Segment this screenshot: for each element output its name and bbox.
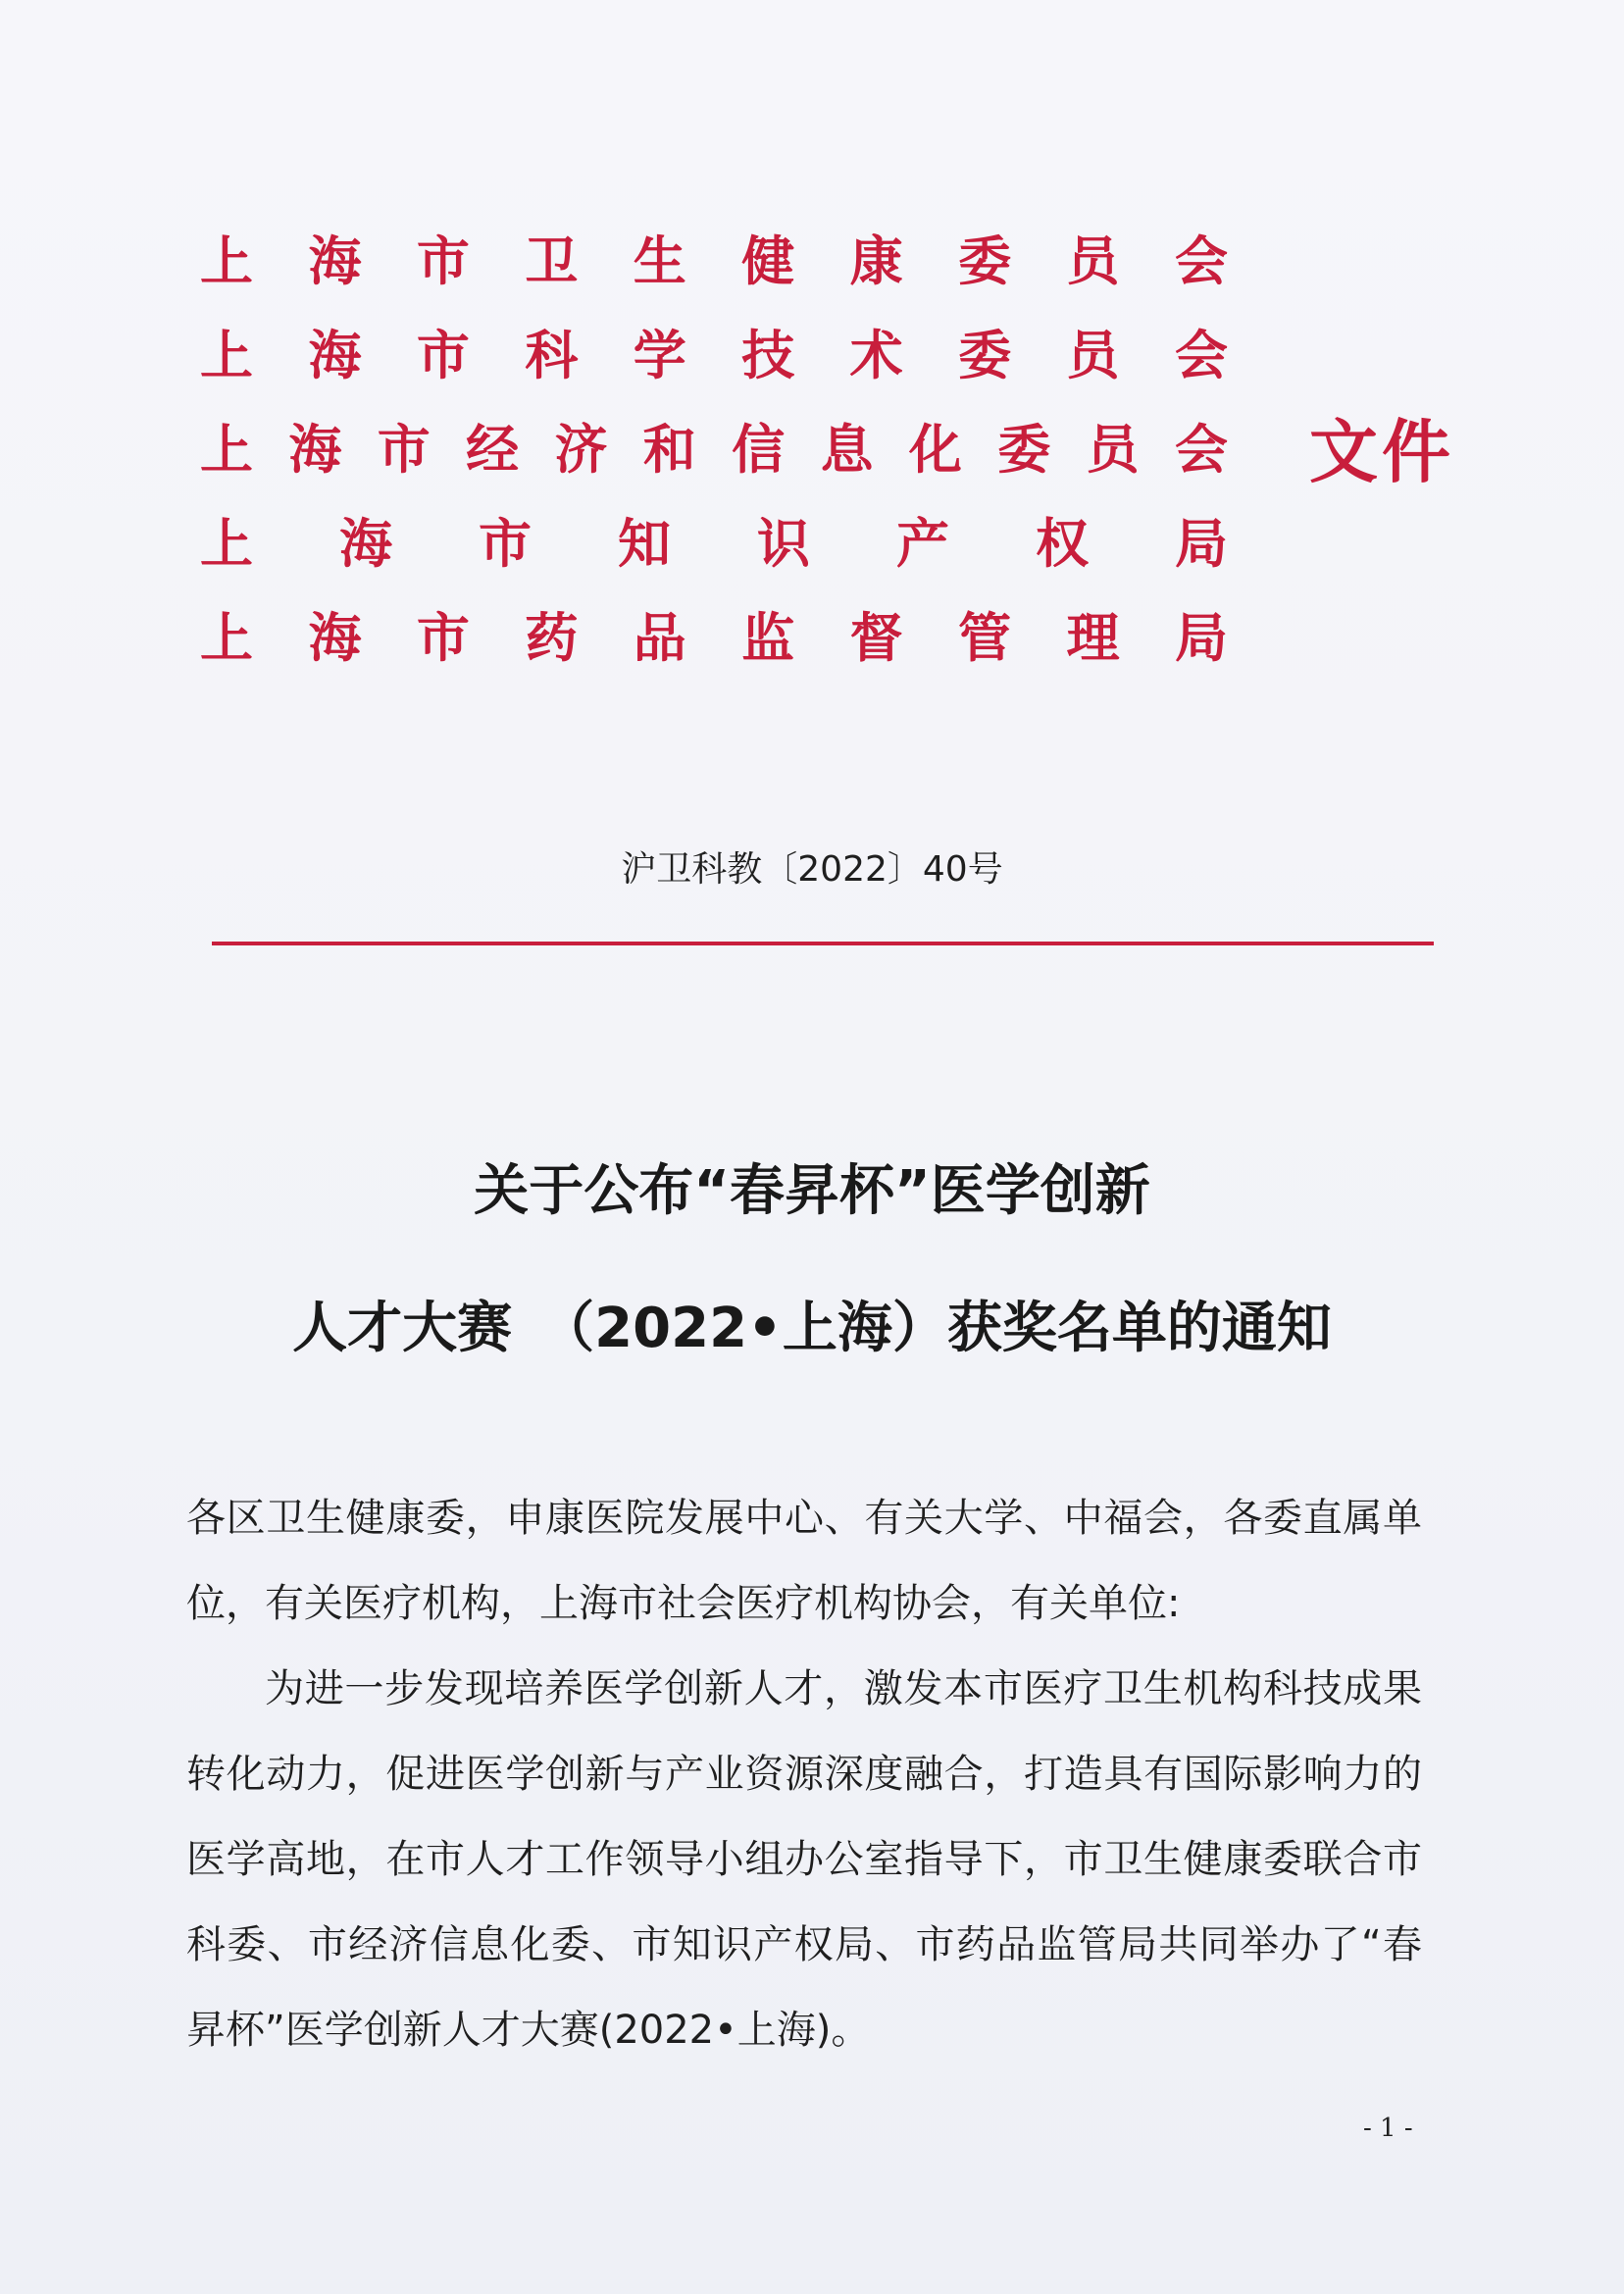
salutation: 各区卫生健康委，申康医院发展中心、有关大学、中福会，各委直属单位，有关医疗机构，上海市社会医疗机构协会，有关单位:	[186, 1496, 1422, 1626]
issuer-char: 海	[339, 512, 392, 575]
notice-title-line-1: 关于公布“春昇杯”医学创新	[474, 1159, 1150, 1223]
issuer-row	[199, 402, 1229, 496]
issuer-char: 上	[200, 512, 253, 575]
issuer-row	[199, 308, 1229, 402]
file-label: 文件	[1309, 412, 1454, 492]
issuer-char: 海	[308, 229, 362, 292]
issuer-char: 委	[958, 229, 1012, 292]
issuer-char: 药	[525, 606, 579, 669]
issuer-char: 上	[200, 606, 253, 669]
issuer-char: 健	[741, 229, 795, 292]
issuer-char: 上	[200, 324, 253, 386]
issuer-char: 和	[642, 418, 696, 481]
issuer-char: 会	[1174, 418, 1228, 481]
issuer-char: 生	[633, 229, 686, 292]
issuer-char: 息	[820, 418, 874, 481]
issuer-char: 员	[1066, 229, 1120, 292]
issuer-char: 术	[849, 324, 903, 386]
issuer-char: 海	[288, 418, 342, 481]
issuer-char: 市	[377, 418, 431, 481]
issuer-row	[199, 214, 1229, 308]
issuer-char: 上	[200, 229, 253, 292]
issuer-char: 理	[1066, 606, 1120, 669]
document-number: 沪卫科教〔2022〕40号	[621, 849, 1003, 890]
notice-title-line-2: 人才大赛 （2022•上海）获奖名单的通知	[292, 1297, 1332, 1360]
body-paragraph: 为进一步发现培养医学创新人才，激发本市医疗卫生机构科技成果转化动力，促进医学创新与产业资源深度融合，打造具有国际影响力的医学高地，在市人才工作领导小组办公室指导下，市卫生健康委联合市科委、市经济信息化委、市知识产权局、市药品监管局共同举办了“春昇杯”医学创新人才大赛(2022•上海)。	[186, 1666, 1422, 2053]
issuer-char: 上	[200, 418, 253, 481]
red-divider-line	[212, 942, 1434, 945]
issuer-char: 济	[554, 418, 608, 481]
issuer-char: 市	[416, 606, 470, 669]
page-number: - 1 -	[1363, 2114, 1413, 2143]
issuer-char: 局	[1174, 606, 1228, 669]
issuer-char: 学	[633, 324, 686, 386]
issuer-row	[199, 496, 1229, 590]
issuer-char: 海	[308, 324, 362, 386]
issuer-char: 委	[958, 324, 1012, 386]
issuer-char: 科	[525, 324, 579, 386]
issuing-authorities	[199, 214, 1445, 685]
issuer-char: 市	[416, 324, 470, 386]
issuer-char: 委	[997, 418, 1051, 481]
issuer-char: 管	[958, 606, 1012, 669]
issuer-char: 化	[908, 418, 962, 481]
issuer-char: 信	[732, 418, 786, 481]
issuer-char: 市	[416, 229, 470, 292]
issuer-char: 技	[741, 324, 795, 386]
issuer-char: 产	[896, 512, 949, 575]
issuer-char: 康	[849, 229, 903, 292]
issuer-char: 海	[308, 606, 362, 669]
issuer-char: 员	[1086, 418, 1140, 481]
issuer-char: 会	[1174, 229, 1228, 292]
issuer-char: 品	[633, 606, 686, 669]
issuer-char: 会	[1174, 324, 1228, 386]
issuer-char: 权	[1036, 512, 1089, 575]
notice-body	[186, 1476, 1422, 2073]
issuer-char: 识	[757, 512, 810, 575]
issuer-char: 员	[1066, 324, 1120, 386]
issuer-char: 市	[479, 512, 532, 575]
issuer-char: 卫	[525, 229, 579, 292]
issuer-char: 监	[741, 606, 795, 669]
issuer-char: 经	[466, 418, 520, 481]
issuer-char: 知	[618, 512, 671, 575]
issuer-char: 督	[849, 606, 903, 669]
issuer-row	[199, 590, 1229, 685]
issuer-char: 局	[1175, 512, 1228, 575]
